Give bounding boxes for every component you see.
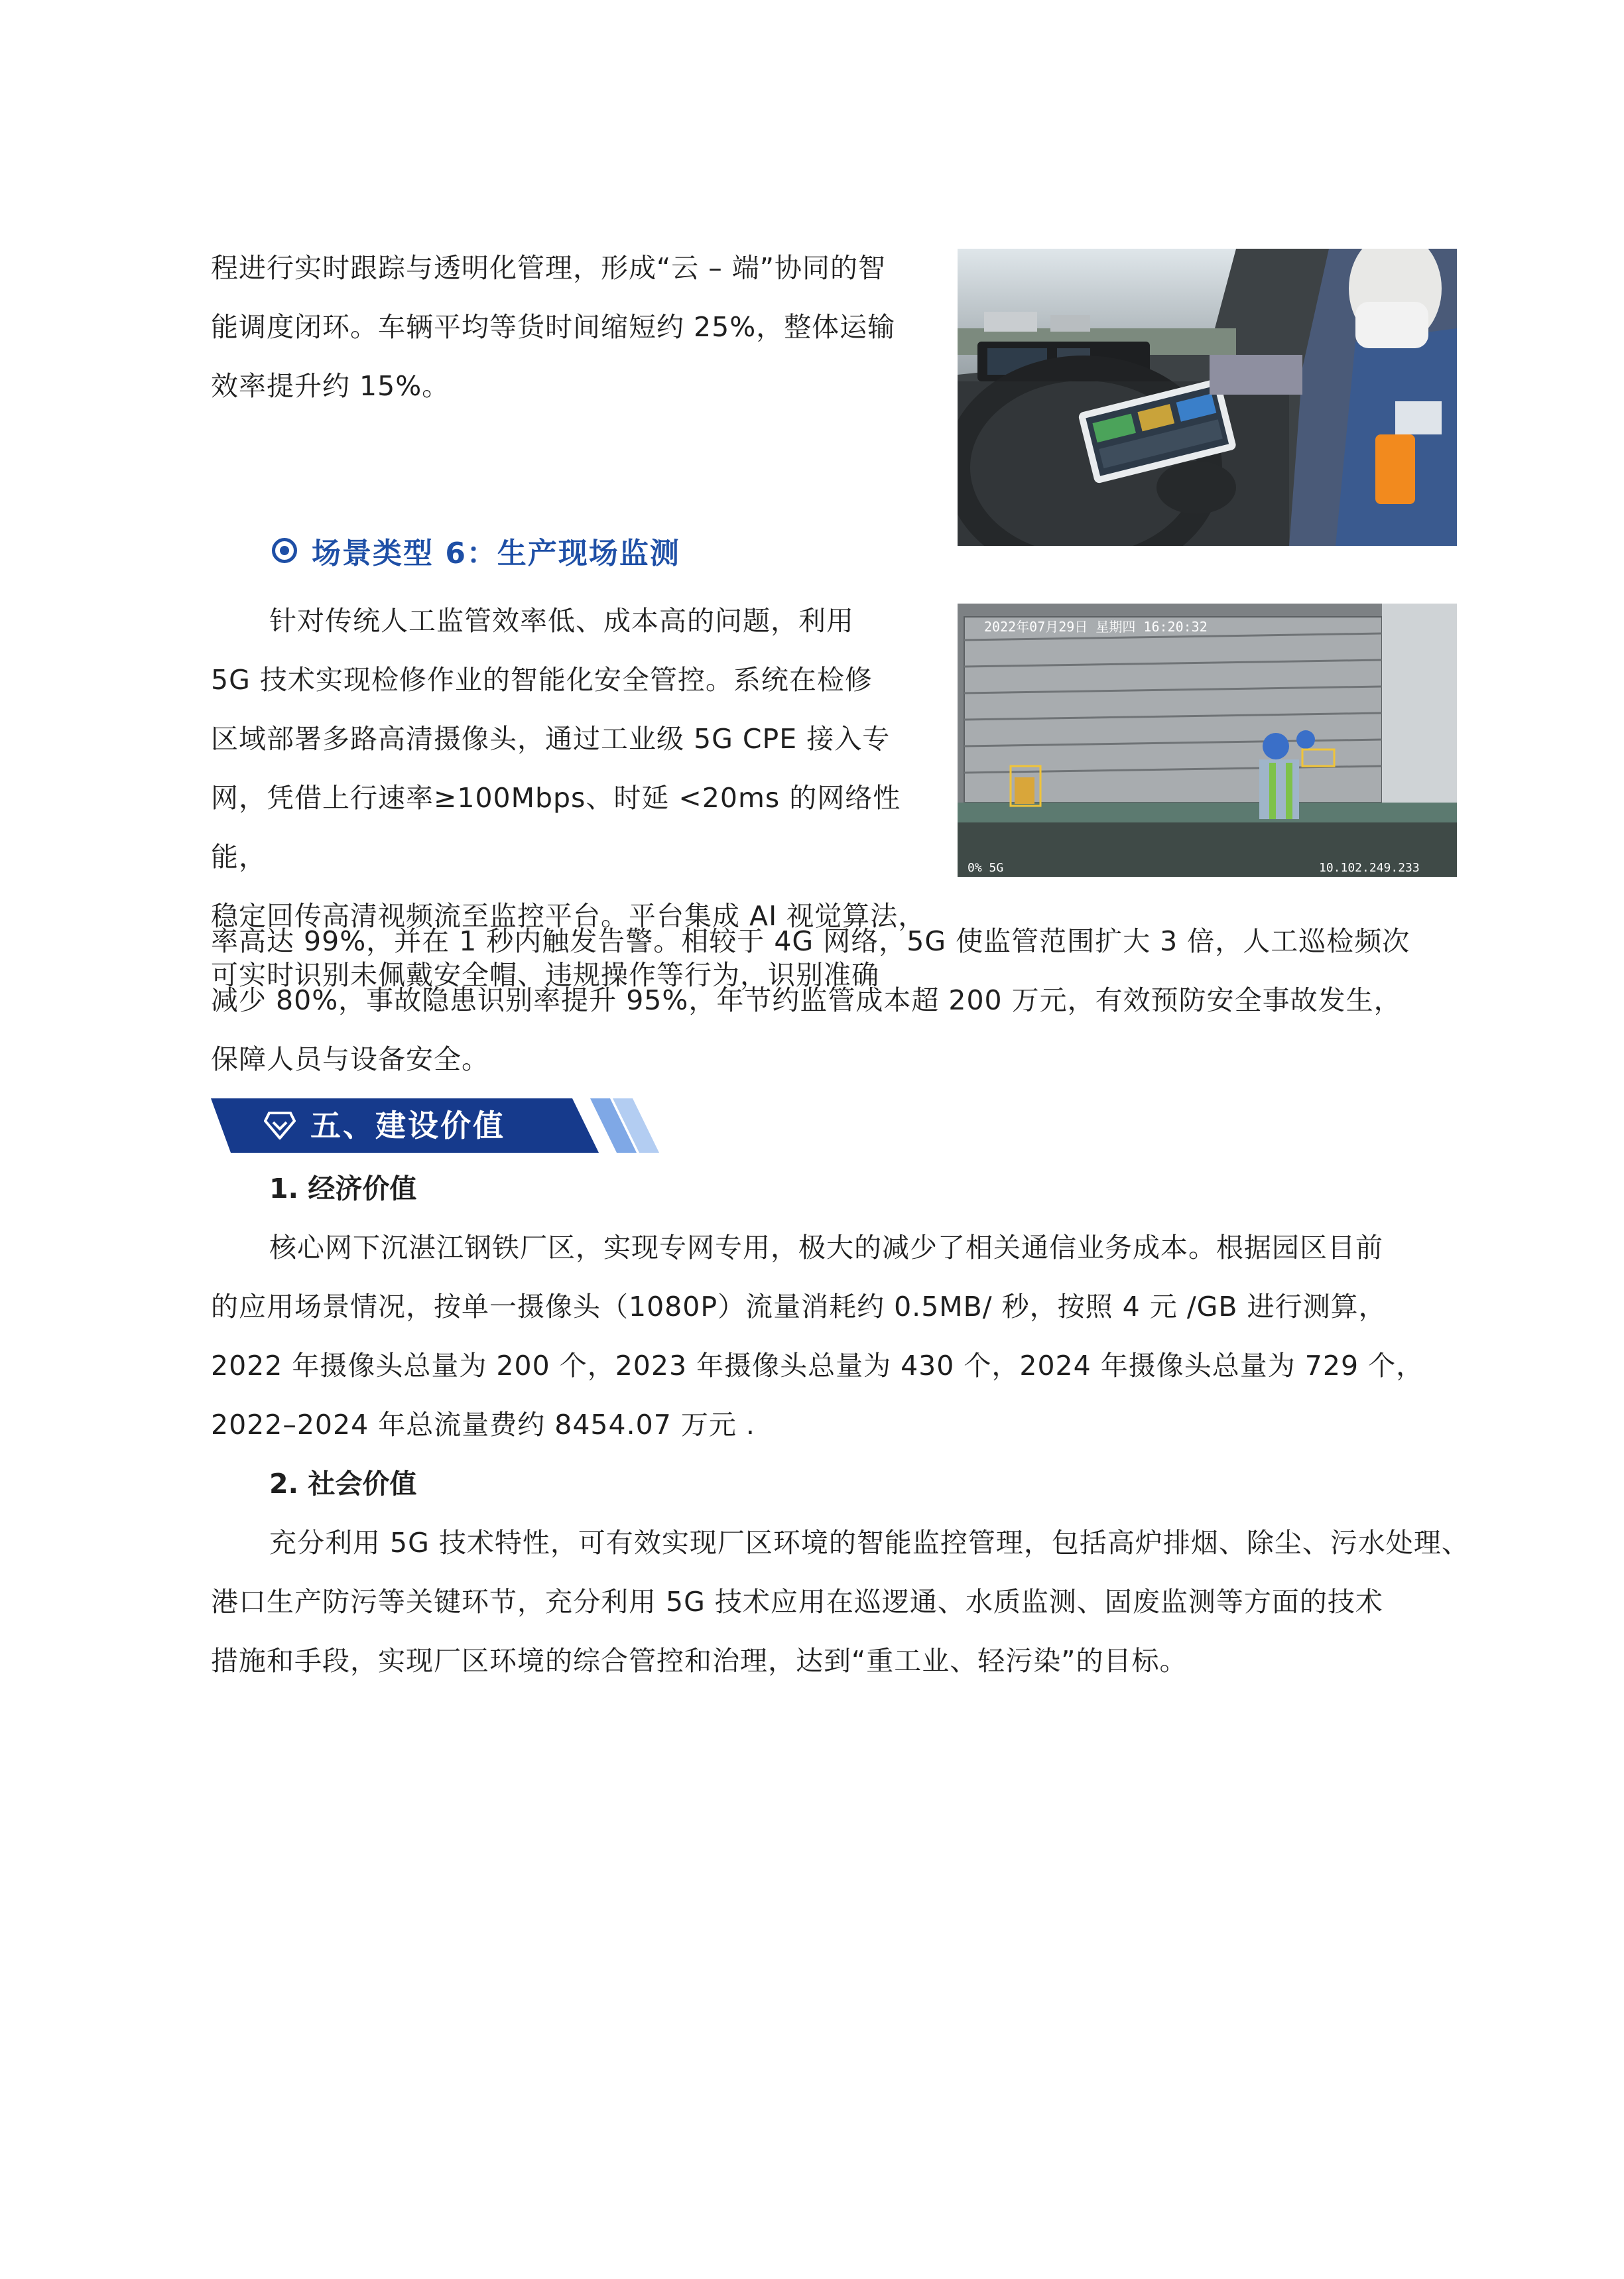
text-line: 充分利用 5G 技术特性，可有效实现厂区环境的智能监控管理，包括高炉排烟、除尘、污水处理、 [269, 1527, 1469, 1559]
camera-signal-label: 0% 5G [968, 861, 1004, 875]
text-line: 区域部署多路高清摄像头，通过工业级 5G CPE 接入专 [211, 723, 891, 755]
scene-heading [272, 531, 680, 570]
text-line: 港口生产防污等关键环节，充分利用 5G 技术应用在巡逻通、水质监测、固废监测等方面的技术 [211, 1586, 1383, 1618]
economic-heading: 1. 经济价值 [269, 1173, 417, 1205]
camera-ip-label: 10.102.249.233 [1319, 861, 1420, 875]
text-line: 措施和手段，实现厂区环境的综合管控和治理，达到“重工业、轻污染”的目标。 [211, 1645, 1188, 1677]
diamond-icon [264, 1112, 296, 1140]
truck-cab-illustration [958, 249, 1457, 546]
text-line: 可实时识别未佩戴安全帽、违规操作等行为，识别准确 [211, 959, 879, 991]
text-line: 能调度闭环。车辆平均等货时间缩短约 25%，整体运输 [211, 311, 896, 343]
section-title: 五、建设价值 [310, 1108, 505, 1143]
top-paragraph [211, 239, 940, 416]
radio-bullet-icon [272, 538, 297, 563]
surveillance-illustration [958, 604, 1457, 877]
text-line: 5G 技术实现检修作业的智能化安全管控。系统在检修 [211, 664, 873, 696]
section-banner [211, 1098, 662, 1153]
scene-title: 场景类型 6：生产现场监测 [312, 537, 680, 570]
text-line: 2022 年摄像头总量为 200 个，2023 年摄像头总量为 430 个，2024 年摄像头总量为 729 个， [211, 1350, 1424, 1382]
surveillance-camera-photo [958, 604, 1457, 877]
scene-paragraph-full [211, 912, 1471, 1089]
text-line: 2022–2024 年总流量费约 8454.07 万元 . [211, 1409, 755, 1441]
social-heading: 2. 社会价值 [269, 1468, 417, 1500]
text-line: 率高达 99%，并在 1 秒内触发告警。相较于 4G 网络，5G 使监管范围扩大 3 倍，人工巡检频次 [211, 925, 1410, 957]
text-line: 的应用场景情况，按单一摄像头（1080P）流量消耗约 0.5MB/ 秒，按照 4 元 /GB 进行测算， [211, 1291, 1387, 1323]
text-line: 核心网下沉湛江钢铁厂区，实现专网专用，极大的减少了相关通信业务成本。根据园区目前 [269, 1232, 1383, 1264]
text-line: 稳定回传高清视频流至监控平台。平台集成 AI 视觉算法， [211, 900, 926, 932]
section5-body [211, 1159, 1471, 1691]
text-line: 程进行实时跟踪与透明化管理，形成“云 – 端”协同的智 [211, 252, 887, 284]
camera-timestamp: 2022年07月29日 星期四 16:20:32 [984, 619, 1208, 635]
text-line: 减少 80%，事故隐患识别率提升 95%，年节约监管成本超 200 万元，有效预防安全事故发生， [211, 984, 1402, 1016]
text-line: 针对传统人工监管效率低、成本高的问题，利用 [269, 605, 854, 637]
truck-cab-photo [958, 249, 1457, 546]
text-line: 保障人员与设备安全。 [211, 1043, 489, 1075]
text-line: 效率提升约 15%。 [211, 370, 450, 402]
text-line: 网，凭借上行速率≥100Mbps、时延 <20ms 的网络性能， [211, 782, 901, 873]
